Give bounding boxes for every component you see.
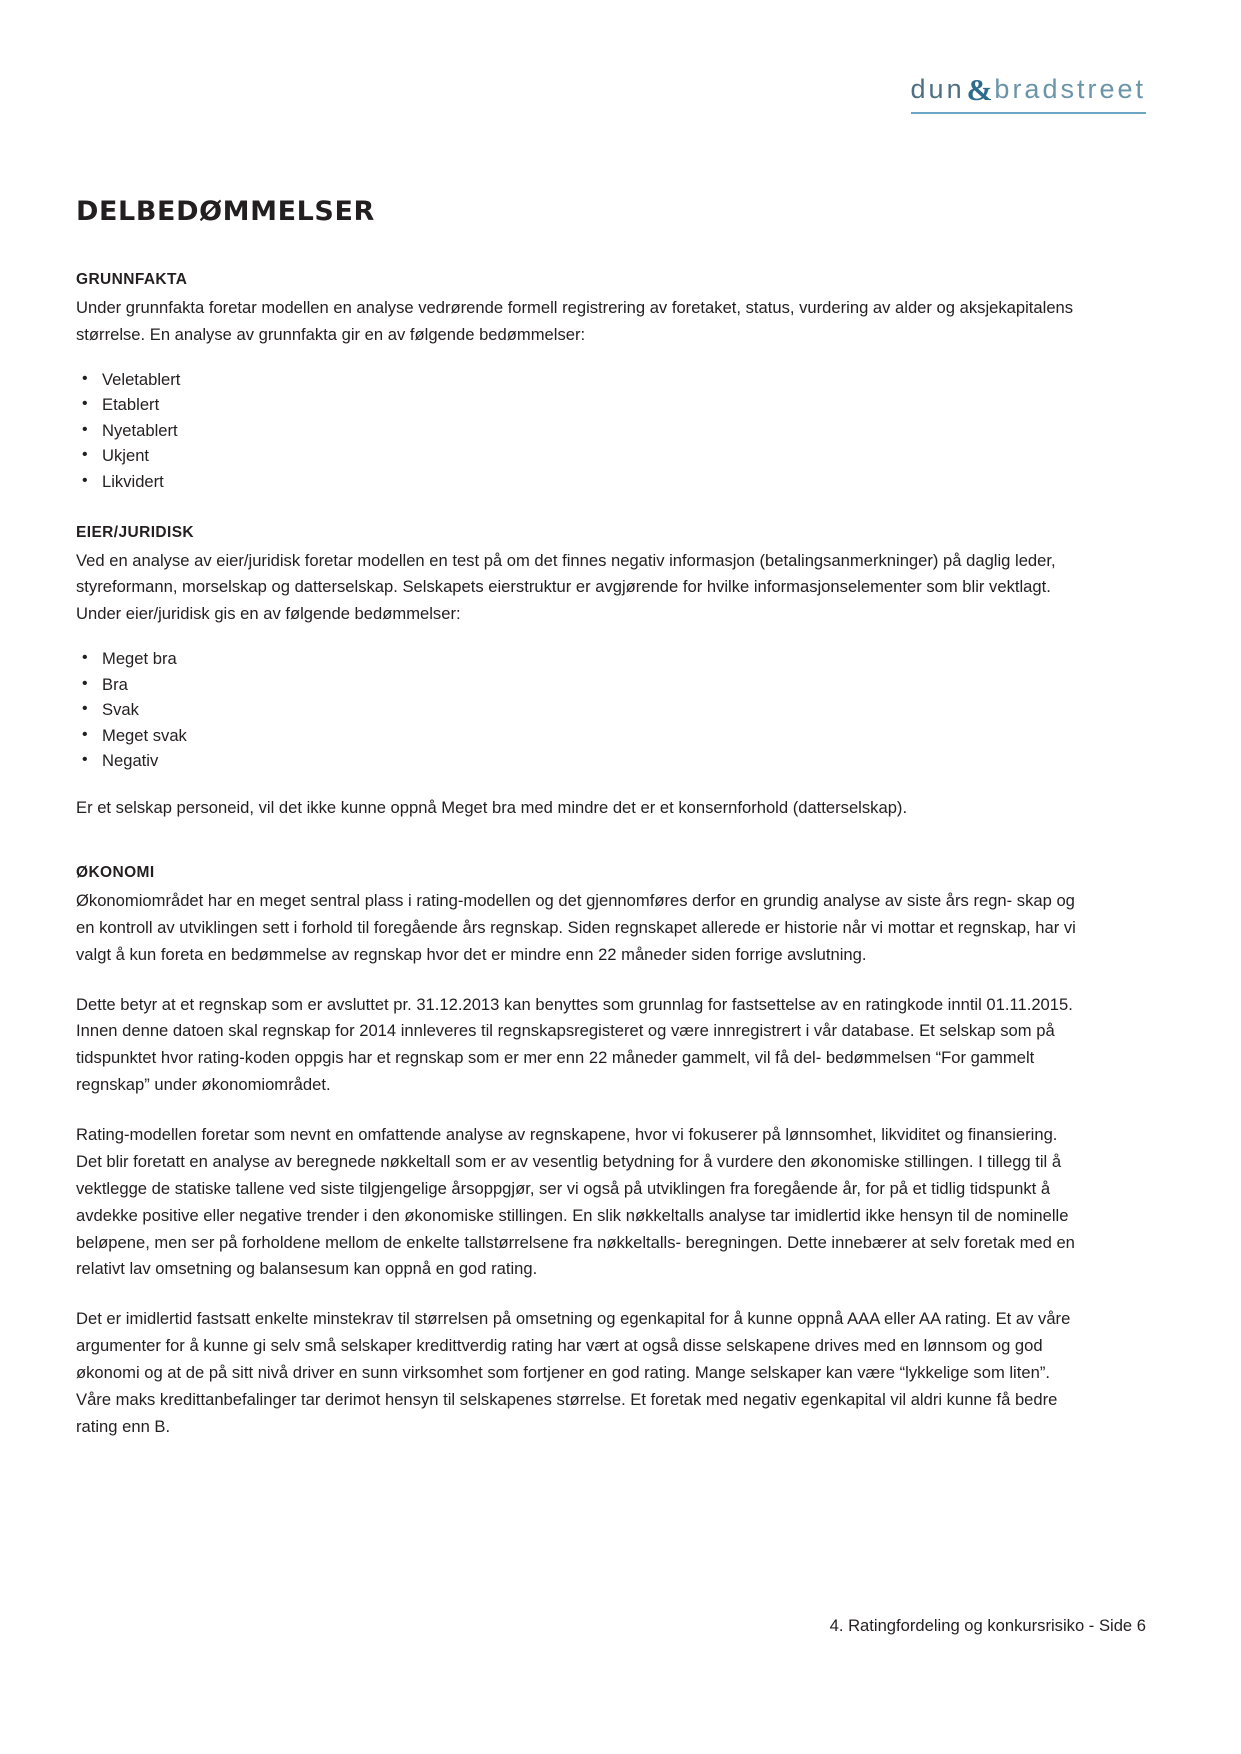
dun-bradstreet-logo (911, 70, 1146, 114)
section-paragraph: Under grunnfakta foretar modellen en analyse vedrørende formell registrering av foretaket, status, vurdering av alder og aksjekapitalens størrelse. En analyse av grunnfakta gir en av følgende bedømmelser: (76, 298, 1074, 344)
list-item: • Nyetablert (80, 420, 1086, 443)
list-item: • Meget svak (80, 725, 1086, 748)
list-item: • Ukjent (80, 445, 1086, 468)
logo-text-dun: dun (910, 74, 965, 104)
section-paragraph: Rating-modellen foretar som nevnt en omfattende analyse av regnskapene, hvor vi fokuserer på lønnsomhet, likviditet og finansiering. Det blir foretatt en analyse av beregnede nøkkeltall som er av vesentlig betydning for å vurdere den økonomiske stillingen. I tillegg til å vektlegge de statiske tallene ved siste tilgjengelige årsoppgjør, ser vi også på utviklingen fra foregående år, for på et tidlig tidspunkt å avdekke positive eller negative trender i den økonomiske stillingen. En slik nøkkeltalls analyse tar imidlertid ikke hensyn til de nominelle beløpene, men ser på forholdene mellom de enkelte tallstørrelsene fra nøkkeltalls- beregningen. Dette innebærer at selv foretak med en relativt lav omsetning og balansesum kan oppnå en god rating. (76, 1125, 1075, 1279)
list-item: • Likvidert (80, 471, 1086, 494)
section-eier-juridisk (76, 524, 1086, 822)
section-heading: GRUNNFAKTA (76, 271, 188, 288)
page-footer: 4. Ratingfordeling og konkursrisiko - Side 6 (829, 1616, 1146, 1635)
grunnfakta-bullet-list (76, 369, 1086, 494)
logo-ampersand-icon: & (966, 72, 993, 107)
list-item: • Svak (80, 699, 1086, 722)
logo-text-bradstreet: bradstreet (994, 74, 1146, 104)
section-heading: EIER/JURIDISK (76, 523, 195, 541)
page-title: DELBEDØMMELSER (76, 196, 375, 227)
section-paragraph: Økonomiområdet har en meget sentral plass i rating-modellen og det gjennomføres derfor en grundig analyse av siste års regn- skap og en kontroll av utviklingen sett i forhold til foregående års regnskap. Siden regnskapet allerede er historie når vi mottar et regnskap, har vi valgt å kun foreta en bedømmelse av regnskap hvor det er mindre enn 22 måneder siden forrige avslutning. (76, 890, 1076, 964)
section-okonomi (76, 864, 1086, 1441)
section-grunnfakta (76, 271, 1086, 494)
list-item: • Etablert (80, 394, 1086, 417)
section-paragraph: Det er imidlertid fastsatt enkelte minstekrav til størrelsen på omsetning og egenkapital for å kunne oppnå AAA eller AA rating. Et av våre argumenter for å kunne gi selv små selskaper kredittverdig rating har vært at også disse selskapene drives med en lønnsom og god økonomi og at de på sitt nivå driver en sunn virksomhet som fortjener en god rating. Mange selskaper kan være “lykkelige som liten”. Våre maks kredittanbefalinger tar derimot hensyn til selskapenes størrelse. Et foretak med negativ egenkapital vil aldri kunne få bedre rating enn B. (76, 1309, 1071, 1436)
list-item: • Bra (80, 674, 1086, 697)
document-body (76, 196, 1086, 1471)
list-item: • Veletablert (80, 369, 1086, 392)
section-paragraph: Ved en analyse av eier/juridisk foretar modellen en test på om det finnes negativ informasjon (betalingsanmerkninger) på daglig leder, styreformann, morselskap og datterselskap. Selskapets eierstruktur er avgjørende for hvilke informasjonselementer som blir vektlagt. Under eier/juridisk gis en av følgende bedømmelser: (76, 550, 1056, 624)
section-paragraph: Dette betyr at et regnskap som er avsluttet pr. 31.12.2013 kan benyttes som grunnlag for fastsettelse av en ratingkode inntil 01.11.2015. Innen denne datoen skal regnskap for 2014 innleveres til regnskapsregisteret og være innregistrert i vår database. Et selskap som på tidspunktet hvor rating-koden oppgis har et regnskap som er mer enn 22 måneder gammelt, vil få del- bedømmelsen “For gammelt regnskap” under økonomiområdet. (76, 994, 1073, 1095)
list-item: • Meget bra (80, 648, 1086, 671)
eier-juridisk-bullet-list (76, 648, 1086, 773)
section-note: Er et selskap personeid, vil det ikke kunne oppnå Meget bra med mindre det er et konsernforhold (datterselskap). (76, 798, 908, 817)
section-heading: ØKONOMI (76, 863, 155, 881)
list-item: • Negativ (80, 750, 1086, 773)
